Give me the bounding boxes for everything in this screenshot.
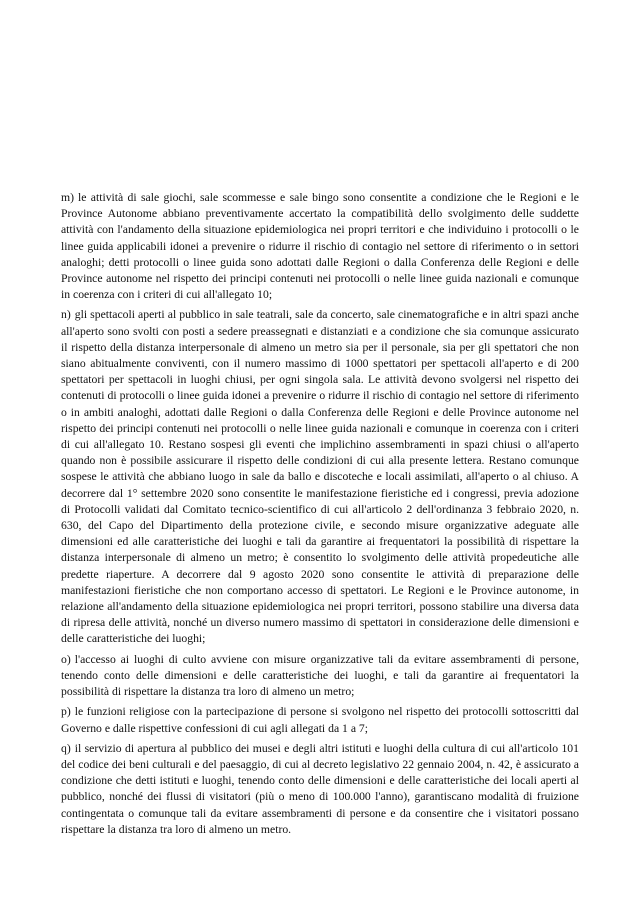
paragraph-text: le funzioni religiose con la partecipazione di persone si svolgono nel rispetto dei protocolli sottoscritti dal Governo e dalle rispettive confessioni di cui agli allegati da 1 a 7; bbox=[61, 705, 579, 735]
paragraph-n bbox=[61, 307, 579, 647]
item-label: n) bbox=[61, 308, 71, 322]
paragraph-p bbox=[61, 704, 579, 736]
item-label: p) bbox=[61, 705, 71, 719]
paragraph-o bbox=[61, 652, 579, 701]
paragraph-q bbox=[61, 741, 579, 838]
item-label: m) bbox=[61, 191, 74, 204]
paragraph-text: gli spettacoli aperti al pubblico in sale teatrali, sale da concerto, sale cinematografiche e in altri spazi anche all'aperto sono svolti con posti a sedere preassegnati e distanziati e a condizione che sia comunque assicurato il rispetto della distanza interpersonale di almeno un metro sia per il personale, sia per gli spettatori che non siano abitualmente conviventi, con il numero massimo di 1000 spettatori per spettacoli all'aperto e di 200 spettatori per spettacoli in luoghi chiusi, per ogni singola sala. Le attività devono svolgersi nel rispetto dei contenuti di protocolli o linee guida idonei a prevenire o ridurre il rischio di contagio nel settore di riferimento o in ambiti analoghi, adottati dalle Regioni o dalla Conferenza delle Regioni e delle Province autonome nel rispetto dei principi contenuti nei protocolli o nelle linee guida nazionali e comunque in coerenza con i criteri di cui all'allegato 10. Restano sospesi gli eventi che implichino assembramenti in spazi chiusi o all'aperto quando non è possibile assicurare il rispetto delle condizioni di cui alla presente lettera. Restano comunque sospese le attività che abbiano luogo in sale da ballo e discoteche e locali assimilati, all'aperto o al chiuso. A decorrere dal 1° settembre 2020 sono consentite le manifestazione fieristiche ed i congressi, previa adozione di Protocolli validati dal Comitato tecnico-scientifico di cui all'articolo 2 dell'ordinanza 3 febbraio 2020, n. 630, del Capo del Dipartimento della protezione civile, e secondo misure organizzative adeguate alle dimensioni ed alle caratteristiche dei luoghi e tali da garantire ai frequentatori la possibilità di rispettare la distanza interpersonale di almeno un metro; è consentito lo svolgimento delle attività propedeutiche alle predette riaperture. A decorrere dal 9 agosto 2020 sono consentite le attività di preparazione delle manifestazioni fieristiche che non comportano accesso di spettatori. Le Regioni e le Province autonome, in relazione all'andamento della situazione epidemiologica nei propri territori, possono stabilire una diversa data di ripresa delle attività, nonché un diverso numero massimo di spettatori in considerazione delle dimensioni e delle caratteristiche dei luoghi; bbox=[61, 308, 579, 646]
paragraph-text: il servizio di apertura al pubblico dei musei e degli altri istituti e luoghi della cultura di cui all'articolo 101 del codice dei beni culturali e del paesaggio, di cui al decreto legislativo 22 gennaio 2004, n. 42, è assicurato a condizione che detti istituti e luoghi, tenendo conto delle dimensioni e delle caratteristiche dei locali aperti al pubblico, nonché dei flussi di visitatori (più o meno di 100.000 l'anno), garantiscano modalità di fruizione contingentata o comunque tali da evitare assembramenti di persone e da consentire che i visitatori possano rispettare la distanza tra loro di almeno un metro. bbox=[61, 741, 579, 836]
item-label: q) bbox=[61, 741, 71, 755]
paragraph-text: l'accesso ai luoghi di culto avviene con misure organizzative tali da evitare assembramenti di persone, tenendo conto delle dimensioni e delle caratteristiche dei luoghi, e tali da garantire ai frequentatori la possibilità di rispettare la distanza tra loro di almeno un metro; bbox=[61, 652, 579, 699]
paragraph-text: le attività di sale giochi, sale scommesse e sale bingo sono consentite a condizione che le Regioni e le Province Autonome abbiano preventivamente accertato la compatibilità dello svolgimento delle suddette attività con l'andamento della situazione epidemiologica nei propri territori e che individuino i protocolli o le linee guida applicabili idonei a prevenire o ridurre il rischio di contagio nel settore di riferimento o in settori analoghi; detti protocolli o linee guida sono adottati dalle Regioni o dalla Conferenza delle Regioni e delle Province autonome nel rispetto dei principi contenuti nei protocolli o nelle linee guida nazionali e comunque in coerenza con i criteri di cui all'allegato 10; bbox=[61, 191, 579, 302]
document-body bbox=[61, 190, 579, 842]
paragraph-m bbox=[61, 190, 579, 303]
item-label: o) bbox=[61, 652, 71, 666]
